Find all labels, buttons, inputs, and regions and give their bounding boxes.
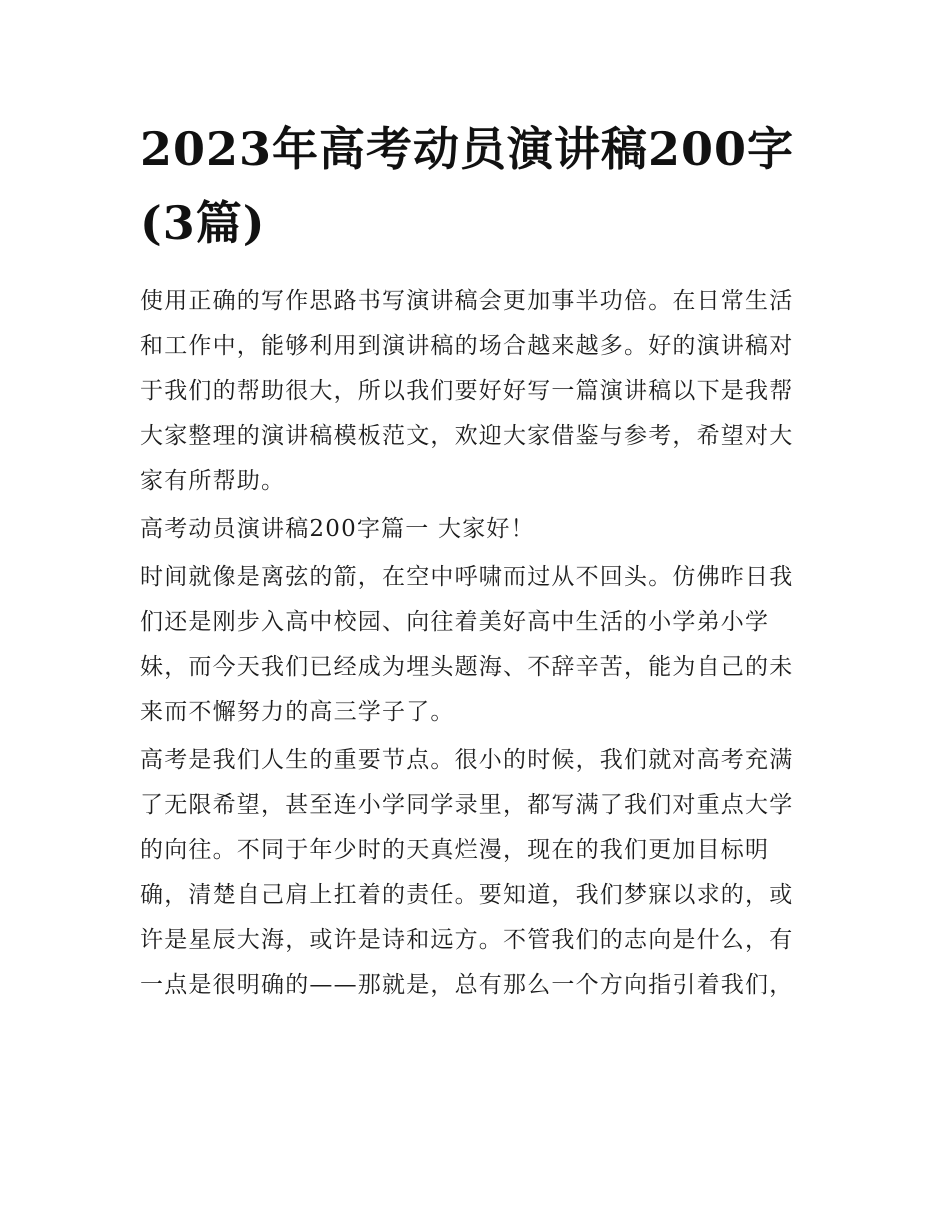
text-line: 使用正确的写作思路书写演讲稿会更加事半功倍。在日常生活 — [140, 288, 794, 314]
paragraph-intro — [140, 279, 812, 504]
text-line: 确，清楚自己肩上扛着的责任。要知道，我们梦寐以求的，或 — [140, 882, 794, 908]
text-line: 的向往。不同于年少时的天真烂漫，现在的我们更加目标明 — [140, 837, 770, 863]
text-line: 于我们的帮助很大，所以我们要好好写一篇演讲稿以下是我帮 — [140, 378, 794, 404]
text-line: 时间就像是离弦的箭，在空中呼啸而过从不回头。仿佛昨日我 — [140, 564, 794, 590]
text-line: 家有所帮助。 — [140, 468, 286, 494]
text-line: 大家整理的演讲稿模板范文，欢迎大家借鉴与参考，希望对大 — [140, 423, 794, 449]
paragraph-section-heading — [140, 507, 812, 552]
text-line: 和工作中，能够利用到演讲稿的场合越来越多。好的演讲稿对 — [140, 333, 794, 359]
document-body — [140, 279, 812, 1011]
text-line: 们还是刚步入高中校园、向往着美好高中生活的小学弟小学 — [140, 609, 770, 635]
paragraph-body-2 — [140, 738, 812, 1008]
text-line: 了无限希望，甚至连小学同学录里，都写满了我们对重点大学 — [140, 792, 794, 818]
paragraph-body-1 — [140, 555, 812, 735]
document-title — [140, 112, 820, 260]
text-line: 妹，而今天我们已经成为埋头题海、不辞辛苦，能为自己的未 — [140, 654, 794, 680]
text-line: 来而不懈努力的高三学子了。 — [140, 699, 455, 725]
text-line: 许是星辰大海，或许是诗和远方。不管我们的志向是什么，有 — [140, 927, 794, 953]
text-line: 高考动员演讲稿200字篇一 大家好！ — [140, 516, 535, 542]
text-line: 一点是很明确的——那就是，总有那么一个方向指引着我们， — [140, 972, 794, 998]
title-line: 2023年高考动员演讲稿200字 — [140, 122, 795, 176]
title-line: (3篇) — [140, 196, 266, 250]
text-line: 高考是我们人生的重要节点。很小的时候，我们就对高考充满 — [140, 747, 794, 773]
